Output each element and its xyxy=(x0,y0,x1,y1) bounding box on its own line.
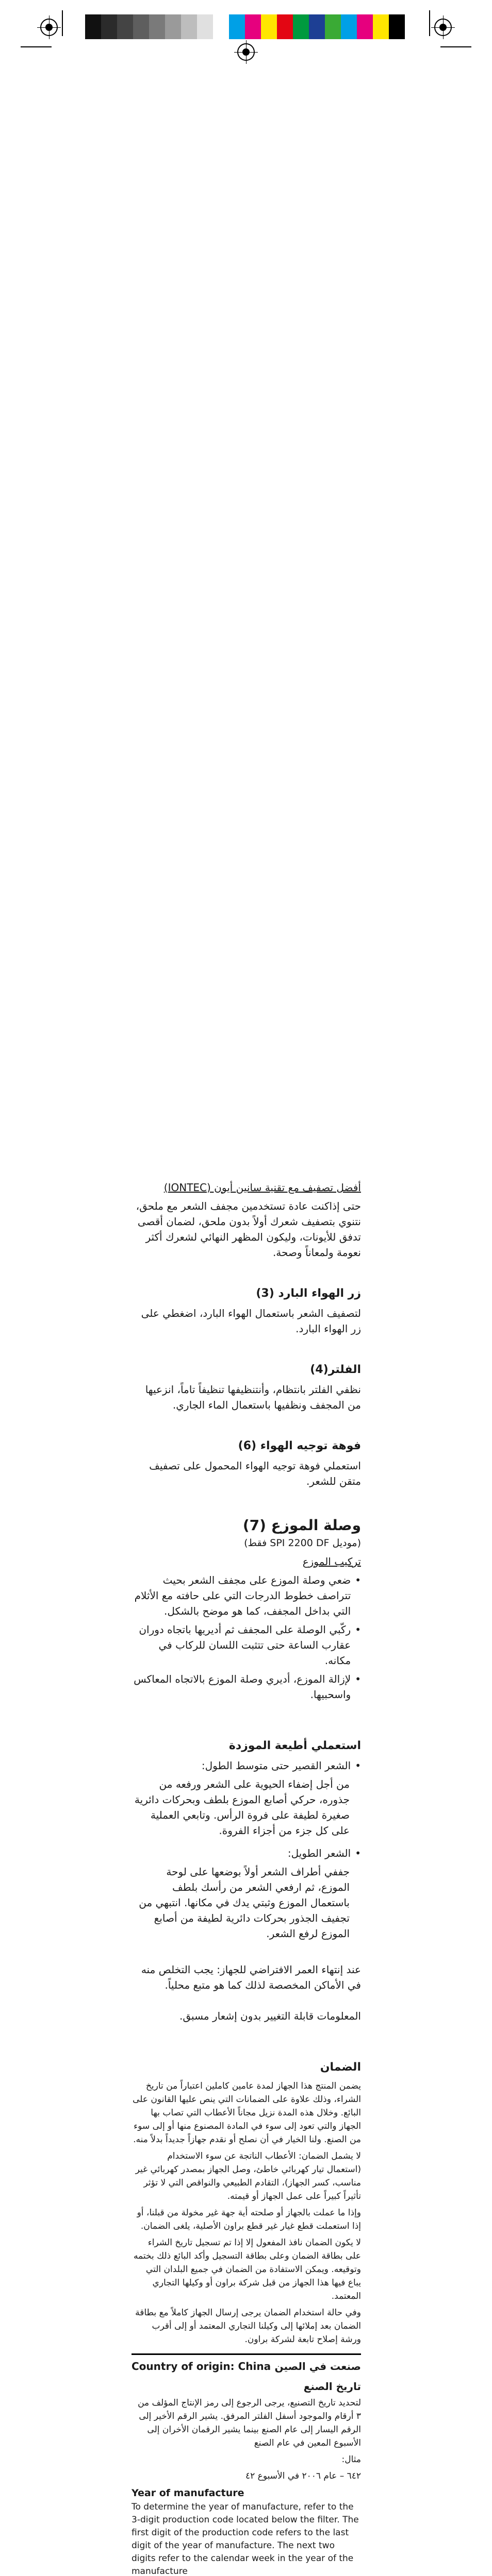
color-swatch xyxy=(117,14,133,39)
color-swatch xyxy=(357,14,373,39)
manufacture-year-en xyxy=(132,2487,361,2576)
color-swatch xyxy=(277,14,293,39)
crop-mark-top-left-v xyxy=(62,10,63,36)
color-calibration-strip xyxy=(85,14,405,39)
manufacture-example-ar: ٦٤٢ – عام ٢٠٠٦ في الأسبوع ٤٢ xyxy=(245,2471,361,2481)
usage-short-hair: • الشعر القصير حتى متوسط الطول: xyxy=(201,1759,361,1772)
manufacture-body-ar: لتحديد تاريخ التصنيع، يرجى الرجوع إلى رمز الإنتاج المؤلف من ٣ أرقام والموجود أسفل الفلتر المرفق. يشير الرقم الأخير إلى الرقم اليسار إلى عام الصنع بينما يشير الرقمان الأخران إلى الأسبوع المعين في عام الصنع xyxy=(138,2398,361,2448)
diffuser-bullet: • ركّبي الوصلة على المجفف ثم أديريها باتجاه دوران عقارب الساعة حتى تتثبت اللسان للركاب في مكانه. xyxy=(139,1623,361,1667)
guarantee-paragraph: لا يكون الضمان نافذ المفعول إلا إذا تم تسجيل تاريخ الشراء على بطاقة الضمان وعلى بطاقة التسجيل وأكد البائع ذلك بختمه وتوقيعه. ويمكن الاستفادة من الضمان في جميع البلدان التي يباع فيها هذا الجهاز من قبل شركة براون أو وكيلها التجاري المعتمد. xyxy=(133,2238,361,2301)
country-of-origin xyxy=(132,2360,361,2372)
diffuser-title: وصلة الموزع (7) xyxy=(242,1517,361,1534)
iontec-intro-heading: أفضل تصفيف مع تقنية سانين أيون (IONTEC) xyxy=(163,1181,361,1194)
nozzle-title: فوهة توجيه الهواء (6) xyxy=(238,1439,361,1452)
registration-mark-top-center xyxy=(237,43,255,61)
manufacture-example-label-ar: مثال: xyxy=(341,2454,361,2465)
guarantee-paragraph: يضمن المنتج هذا الجهاز لمدة عامين كاملين اعتباراً من تاريخ الشراء، وذلك علاوة على الضمانات التي ينص عليها القانون على البائع. وخلال هذه المدة نزيل مجاناً الأعطاب التي تصاب بها الجهاز والتي تعود إلى سوء في المادة المصنوع منها أو إلى سوء من الصنع. ولنا الخيار في أن نصلح أو نقدم جهازاً جديداً بدلاً منه. xyxy=(133,2081,361,2145)
instructions-page xyxy=(132,1180,361,2576)
guarantee-paragraph: وإذا ما عملت بالجهاز أو صلحته أية جهة غير مخولة من قبلنا، أو إذا استعملت قطع غيار غير قطع براون الأصلية، يلغى الضمان. xyxy=(137,2208,361,2231)
arabic-instructions xyxy=(132,1180,361,2346)
guarantee-text xyxy=(132,2079,361,2346)
crop-mark-top-left-h xyxy=(21,46,52,47)
manufacture-title-en: Year of manufacture xyxy=(132,2487,244,2499)
guarantee-paragraph: لا يشمل الضمان: الأعطاب الناتجة عن سوء الاستخدام (استعمال تيار كهربائي خاطئ، وصل الجهاز بمصدر كهربائي غير مناسب، كسر الجهاز)، التقادم الطبيعي والنواقص التي لا تؤثر تأثيراً كبيراً على عمل الجهاز أو قيمته. xyxy=(135,2151,361,2201)
usage-long-hair-body: جففي أطراف الشعر أولاً بوضعها على لوحة الموزع، ثم ارفعي الشعر من رأسك بلطف باستعمال الموزع وثبتي يدك في مكانها. انتبهي من تجفيف الجذور بحركات دائرية لطيفة من أصابع الموزع لرفع الشعر. xyxy=(139,1866,350,1940)
color-swatch xyxy=(181,14,197,39)
filter-body: نظفي الفلتر بانتظام، وأنتنظيفها تنظيفاً تاماً، انزعيها من المجفف ونظفيها باستعمال الماء الجاري. xyxy=(145,1383,361,1411)
registration-mark-left xyxy=(40,19,58,36)
color-swatch xyxy=(85,14,101,39)
color-swatch xyxy=(261,14,277,39)
color-swatch xyxy=(197,14,213,39)
color-swatch xyxy=(389,14,405,39)
diffuser-bullet: • لإزالة الموزع، أديري وصلة الموزع بالاتجاه المعاكس واسحبيها. xyxy=(134,1673,361,1701)
nozzle-body: استعملي فوهة توجيه الهواء المحمول على تصفيف متقن للشعر. xyxy=(149,1460,361,1487)
manufacture-year-ar xyxy=(132,2380,361,2483)
usage-long-hair: • الشعر الطويل: xyxy=(287,1847,361,1859)
crop-mark-top-right-v xyxy=(429,10,430,36)
diffuser-bullet: • ضعي وصلة الموزع على مجفف الشعر بحيث تتراصف خطوط الدرجات التي على حافته مع الأثلام التي بداخل المجفف، كما هو موضح بالشكل. xyxy=(134,1574,361,1617)
color-swatch xyxy=(373,14,389,39)
color-swatch xyxy=(165,14,181,39)
guarantee-paragraph: وفي حالة استخدام الضمان يرجى إرسال الجهاز كاملاً مع بطاقة الضمان بعد إملائها إلى وكيلنا التجاري المعتمد أو إلى أقرب ورشة إصلاح تابعة لشركة براون. xyxy=(135,2308,361,2345)
color-swatch xyxy=(325,14,341,39)
manufacture-body-en: To determine the year of manufacture, refer to the 3-digit production code located below the filter. The first digit of the production code refers to the last digit of the year of manufacture. The next two digits refer to the calendar week in the year of the manufacture xyxy=(132,2502,359,2576)
usage-title: استعملي أطيعة الموزدة xyxy=(228,1739,361,1752)
country-of-origin-ar: صنعت في الصين xyxy=(274,2360,361,2372)
country-of-origin-en: Country of origin: China xyxy=(132,2360,271,2372)
manufacture-title-ar: تاريخ الصنع xyxy=(303,2380,361,2393)
end-of-life-notice: عند إنتهاء العمر الافتراضي للجهاز: يجب التخلص منه في الأماكن المخصصة لذلك كما هو متبع محلياً. xyxy=(141,1963,361,1991)
color-swatch xyxy=(309,14,325,39)
color-swatch xyxy=(133,14,149,39)
filter-title: الفلتر(4) xyxy=(310,1363,361,1376)
diffuser-model: (موديل SPI 2200 DF فقط) xyxy=(244,1537,361,1549)
color-swatch xyxy=(101,14,117,39)
change-notice: المعلومات قابلة التغيير بدون إشعار مسبق. xyxy=(179,2010,361,2022)
color-swatch xyxy=(245,14,261,39)
diffuser-assembly-title: تركيب الموزع xyxy=(302,1555,361,1568)
cool-shot-body: لتصفيف الشعر باستعمال الهواء البارد، اضغطي على زر الهواء البارد. xyxy=(141,1307,361,1335)
color-swatch xyxy=(229,14,245,39)
crop-mark-top-right-h xyxy=(440,46,471,47)
color-swatch xyxy=(213,14,229,39)
guarantee-title: الضمان xyxy=(320,2061,361,2074)
registration-mark-right xyxy=(434,19,452,36)
cool-shot-title: زر الهواء البارد (3) xyxy=(256,1287,361,1300)
section-divider xyxy=(132,2353,361,2355)
iontec-intro-body: حتى إذاكنت عادة تستخدمين مجفف الشعر مع ملحق، نتنوي بتصفيف شعرك أولاً بدون ملحق، لضمان أقصى تدفق للأيونات، وليكون المظهر النهائي لشعرك أكثر نعومة ولمعاناً وصحة. xyxy=(136,1200,361,1259)
color-swatch xyxy=(293,14,309,39)
color-swatch xyxy=(149,14,165,39)
color-swatch xyxy=(341,14,357,39)
usage-short-hair-body: من أجل إضفاء الحيوية على الشعر ورفعه من جذوره، حركي أصابع الموزع بلطف وبحركات دائرية صغيرة لطيفة على فروة الرأس. وتابعي العملية على كل جزء من أجزاء الفروة. xyxy=(134,1778,350,1837)
